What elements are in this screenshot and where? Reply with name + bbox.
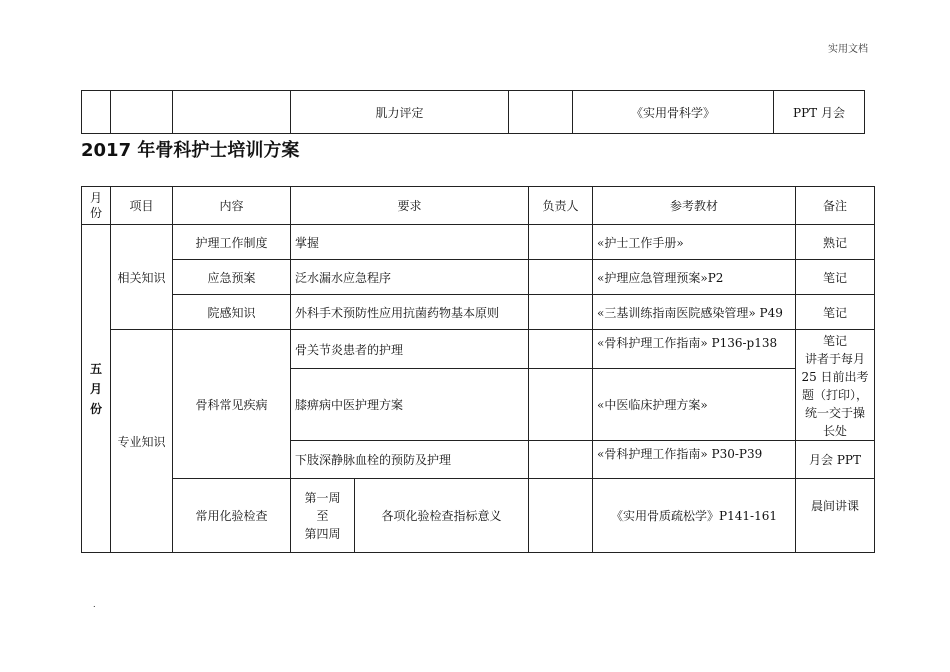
textbook-cell: «骨科护理工作指南» P136-p138 <box>593 330 796 369</box>
table-row <box>82 330 875 369</box>
note-line: 统一交于操 <box>805 406 866 420</box>
content-cell: 骨科常见疾病 <box>173 330 291 479</box>
owner-cell <box>529 479 593 553</box>
note-cell: 熟记 <box>796 225 875 260</box>
textbook-cell: «骨科护理工作指南» P30-P39 <box>593 441 796 479</box>
requirement-cell: 下肢深静脉血栓的预防及护理 <box>291 441 529 479</box>
note-block-cell <box>796 330 875 441</box>
header-item: 项目 <box>111 187 173 225</box>
table-header-row <box>82 187 875 225</box>
schedule-end: 第四周 <box>304 526 341 541</box>
note-cell: PPT 月会 <box>774 91 865 134</box>
note-cell: 笔记 <box>796 295 875 330</box>
textbook-cell: 《实用骨质疏松学》P141-161 <box>593 479 796 553</box>
footer-dot: . <box>93 600 96 609</box>
table-row <box>82 260 875 295</box>
schedule-cell <box>291 479 355 553</box>
note-cell: 晨间讲课 <box>796 479 875 553</box>
header-month: 月份 <box>82 187 111 225</box>
header-mark: 实用文档 <box>828 44 868 55</box>
requirement-cell: 肌力评定 <box>291 91 509 134</box>
requirement-cell: 掌握 <box>291 225 529 260</box>
owner-cell <box>529 225 593 260</box>
owner-cell <box>529 295 593 330</box>
content-cell: 院感知识 <box>173 295 291 330</box>
owner-cell <box>529 330 593 369</box>
header-owner: 负责人 <box>529 187 593 225</box>
group-professional: 专业知识 <box>111 330 173 553</box>
note-line: 25 日前出考 <box>801 370 869 384</box>
header-requirement: 要求 <box>291 187 529 225</box>
header-textbook: 参考教材 <box>593 187 796 225</box>
table-row <box>82 295 875 330</box>
empty-cell <box>111 91 173 134</box>
table-row <box>82 91 865 134</box>
requirement-cell: 骨关节炎患者的护理 <box>291 330 529 369</box>
note-cell: 笔记 <box>796 260 875 295</box>
table-row <box>82 225 875 260</box>
training-plan-table <box>81 186 875 553</box>
month-cell <box>82 225 111 553</box>
textbook-cell: «三基训练指南医院感染管理» P49 <box>593 295 796 330</box>
textbook-cell: 《实用骨科学》 <box>573 91 774 134</box>
textbook-cell: «护理应急管理预案»P2 <box>593 260 796 295</box>
empty-cell <box>173 91 291 134</box>
owner-cell <box>529 369 593 441</box>
textbook-cell: «护士工作手册» <box>593 225 796 260</box>
note-line: 讲者于每月 <box>805 352 866 366</box>
header-note: 备注 <box>796 187 875 225</box>
content-cell: 护理工作制度 <box>173 225 291 260</box>
owner-cell <box>529 260 593 295</box>
schedule-to: 至 <box>316 508 329 523</box>
requirement-cell: 各项化验检查指标意义 <box>355 479 529 553</box>
textbook-cell: «中医临床护理方案» <box>593 369 796 441</box>
requirement-cell: 外科手术预防性应用抗菌药物基本原则 <box>291 295 529 330</box>
note-line: 题（打印）， <box>802 388 869 402</box>
month-label: 五 月 份 <box>89 361 102 416</box>
content-cell: 应急预案 <box>173 260 291 295</box>
note-cell: 月会 PPT <box>796 441 875 479</box>
schedule-start: 第一周 <box>304 490 341 505</box>
empty-cell <box>82 91 111 134</box>
document-title: 2017 年骨科护士培训方案 <box>81 140 300 161</box>
group-related: 相关知识 <box>111 225 173 330</box>
empty-cell <box>509 91 573 134</box>
previous-page-table-fragment <box>81 90 865 134</box>
note-line: 长处 <box>823 424 848 438</box>
table-row <box>82 479 875 553</box>
owner-cell <box>529 441 593 479</box>
note-line: 笔记 <box>823 334 848 348</box>
header-content: 内容 <box>173 187 291 225</box>
requirement-cell: 膝痹病中医护理方案 <box>291 369 529 441</box>
requirement-cell: 泛水漏水应急程序 <box>291 260 529 295</box>
content-cell: 常用化验检查 <box>173 479 291 553</box>
